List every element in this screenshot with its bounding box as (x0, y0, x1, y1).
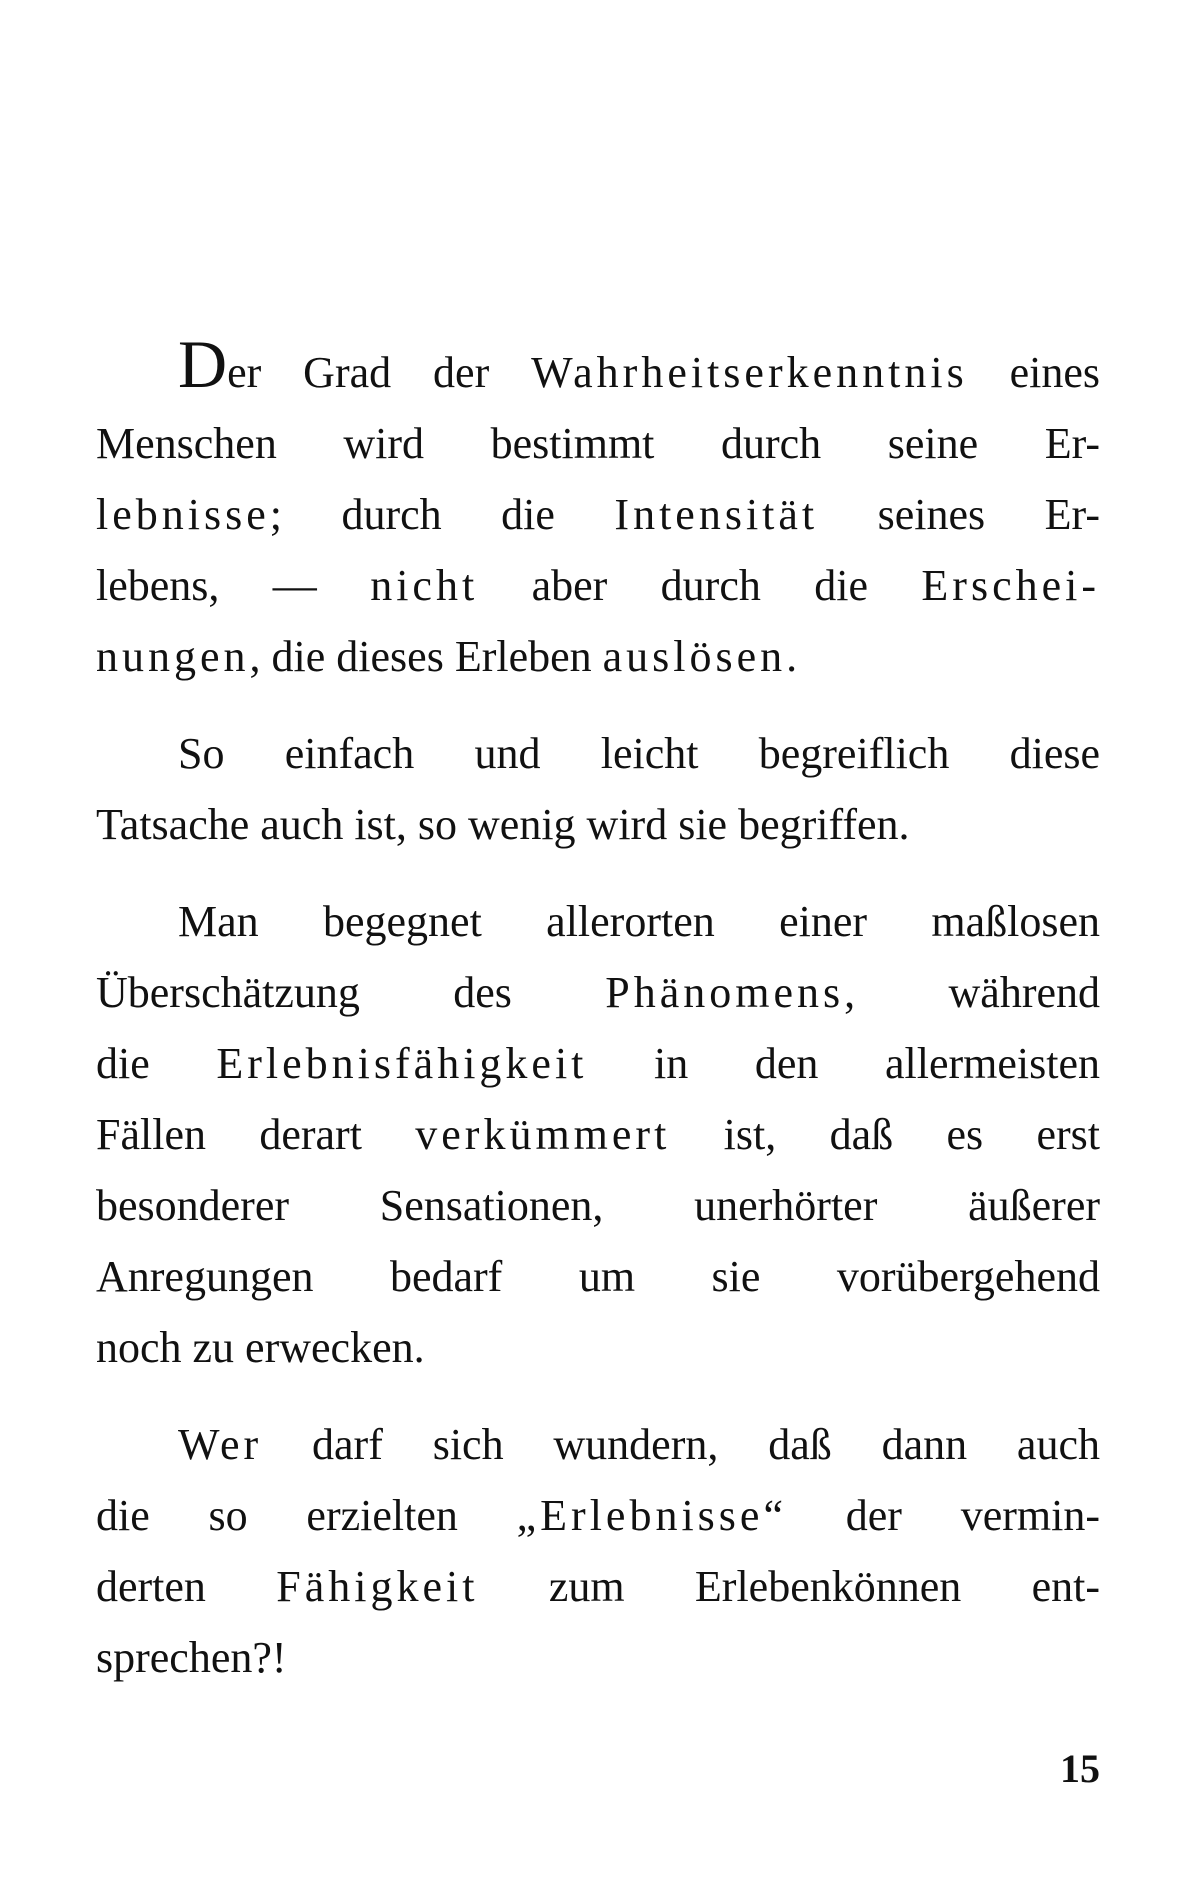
text-line: Überschätzung des Phänomens, während (96, 968, 1100, 1017)
text-line: die Erlebnisfähigkeit in den allermeisten (96, 1039, 1100, 1088)
text-line: Man begegnet allerorten einer maßlosen (178, 897, 1100, 946)
paragraph-1 (96, 326, 1101, 692)
text-line: Tatsache auch ist, so wenig wird sie begriffen. (96, 800, 910, 849)
text-line: derten Fähigkeit zum Erlebenkönnen ent- (96, 1562, 1100, 1611)
paragraph-3 (96, 886, 1100, 1383)
body-text (96, 326, 1101, 1719)
paragraph-4 (96, 1409, 1100, 1693)
text-line: Fällen derart verkümmert ist, daß es erst (96, 1110, 1100, 1159)
text-line: sprechen?! (96, 1633, 287, 1682)
text-line: Wer darf sich wundern, daß dann auch (178, 1420, 1100, 1469)
text-line: noch zu erwecken. (96, 1323, 425, 1372)
text-line: die so erzielten „Erlebnisse“ der vermin- (96, 1491, 1100, 1540)
text-line: lebnisse; durch die Intensität seines Er- (96, 490, 1100, 539)
drop-cap: D (178, 326, 228, 402)
text-line: besonderer Sensationen, unerhörter äußerer (96, 1181, 1100, 1230)
text-line: lebens, — nicht aber durch die Erschei- (96, 561, 1101, 610)
paragraph-2 (96, 718, 1100, 860)
text-line: Menschen wird bestimmt durch seine Er- (96, 419, 1100, 468)
text-line: So einfach und leicht begreiflich diese (178, 729, 1100, 778)
text-line: Anregungen bedarf um sie vorübergehend (96, 1252, 1100, 1301)
page-number: 15 (1060, 1746, 1100, 1791)
text-line: Der Grad der Wahrheitserkenntnis eines (178, 326, 1101, 402)
text-line: nungen, die dieses Erleben auslösen. (96, 632, 798, 681)
